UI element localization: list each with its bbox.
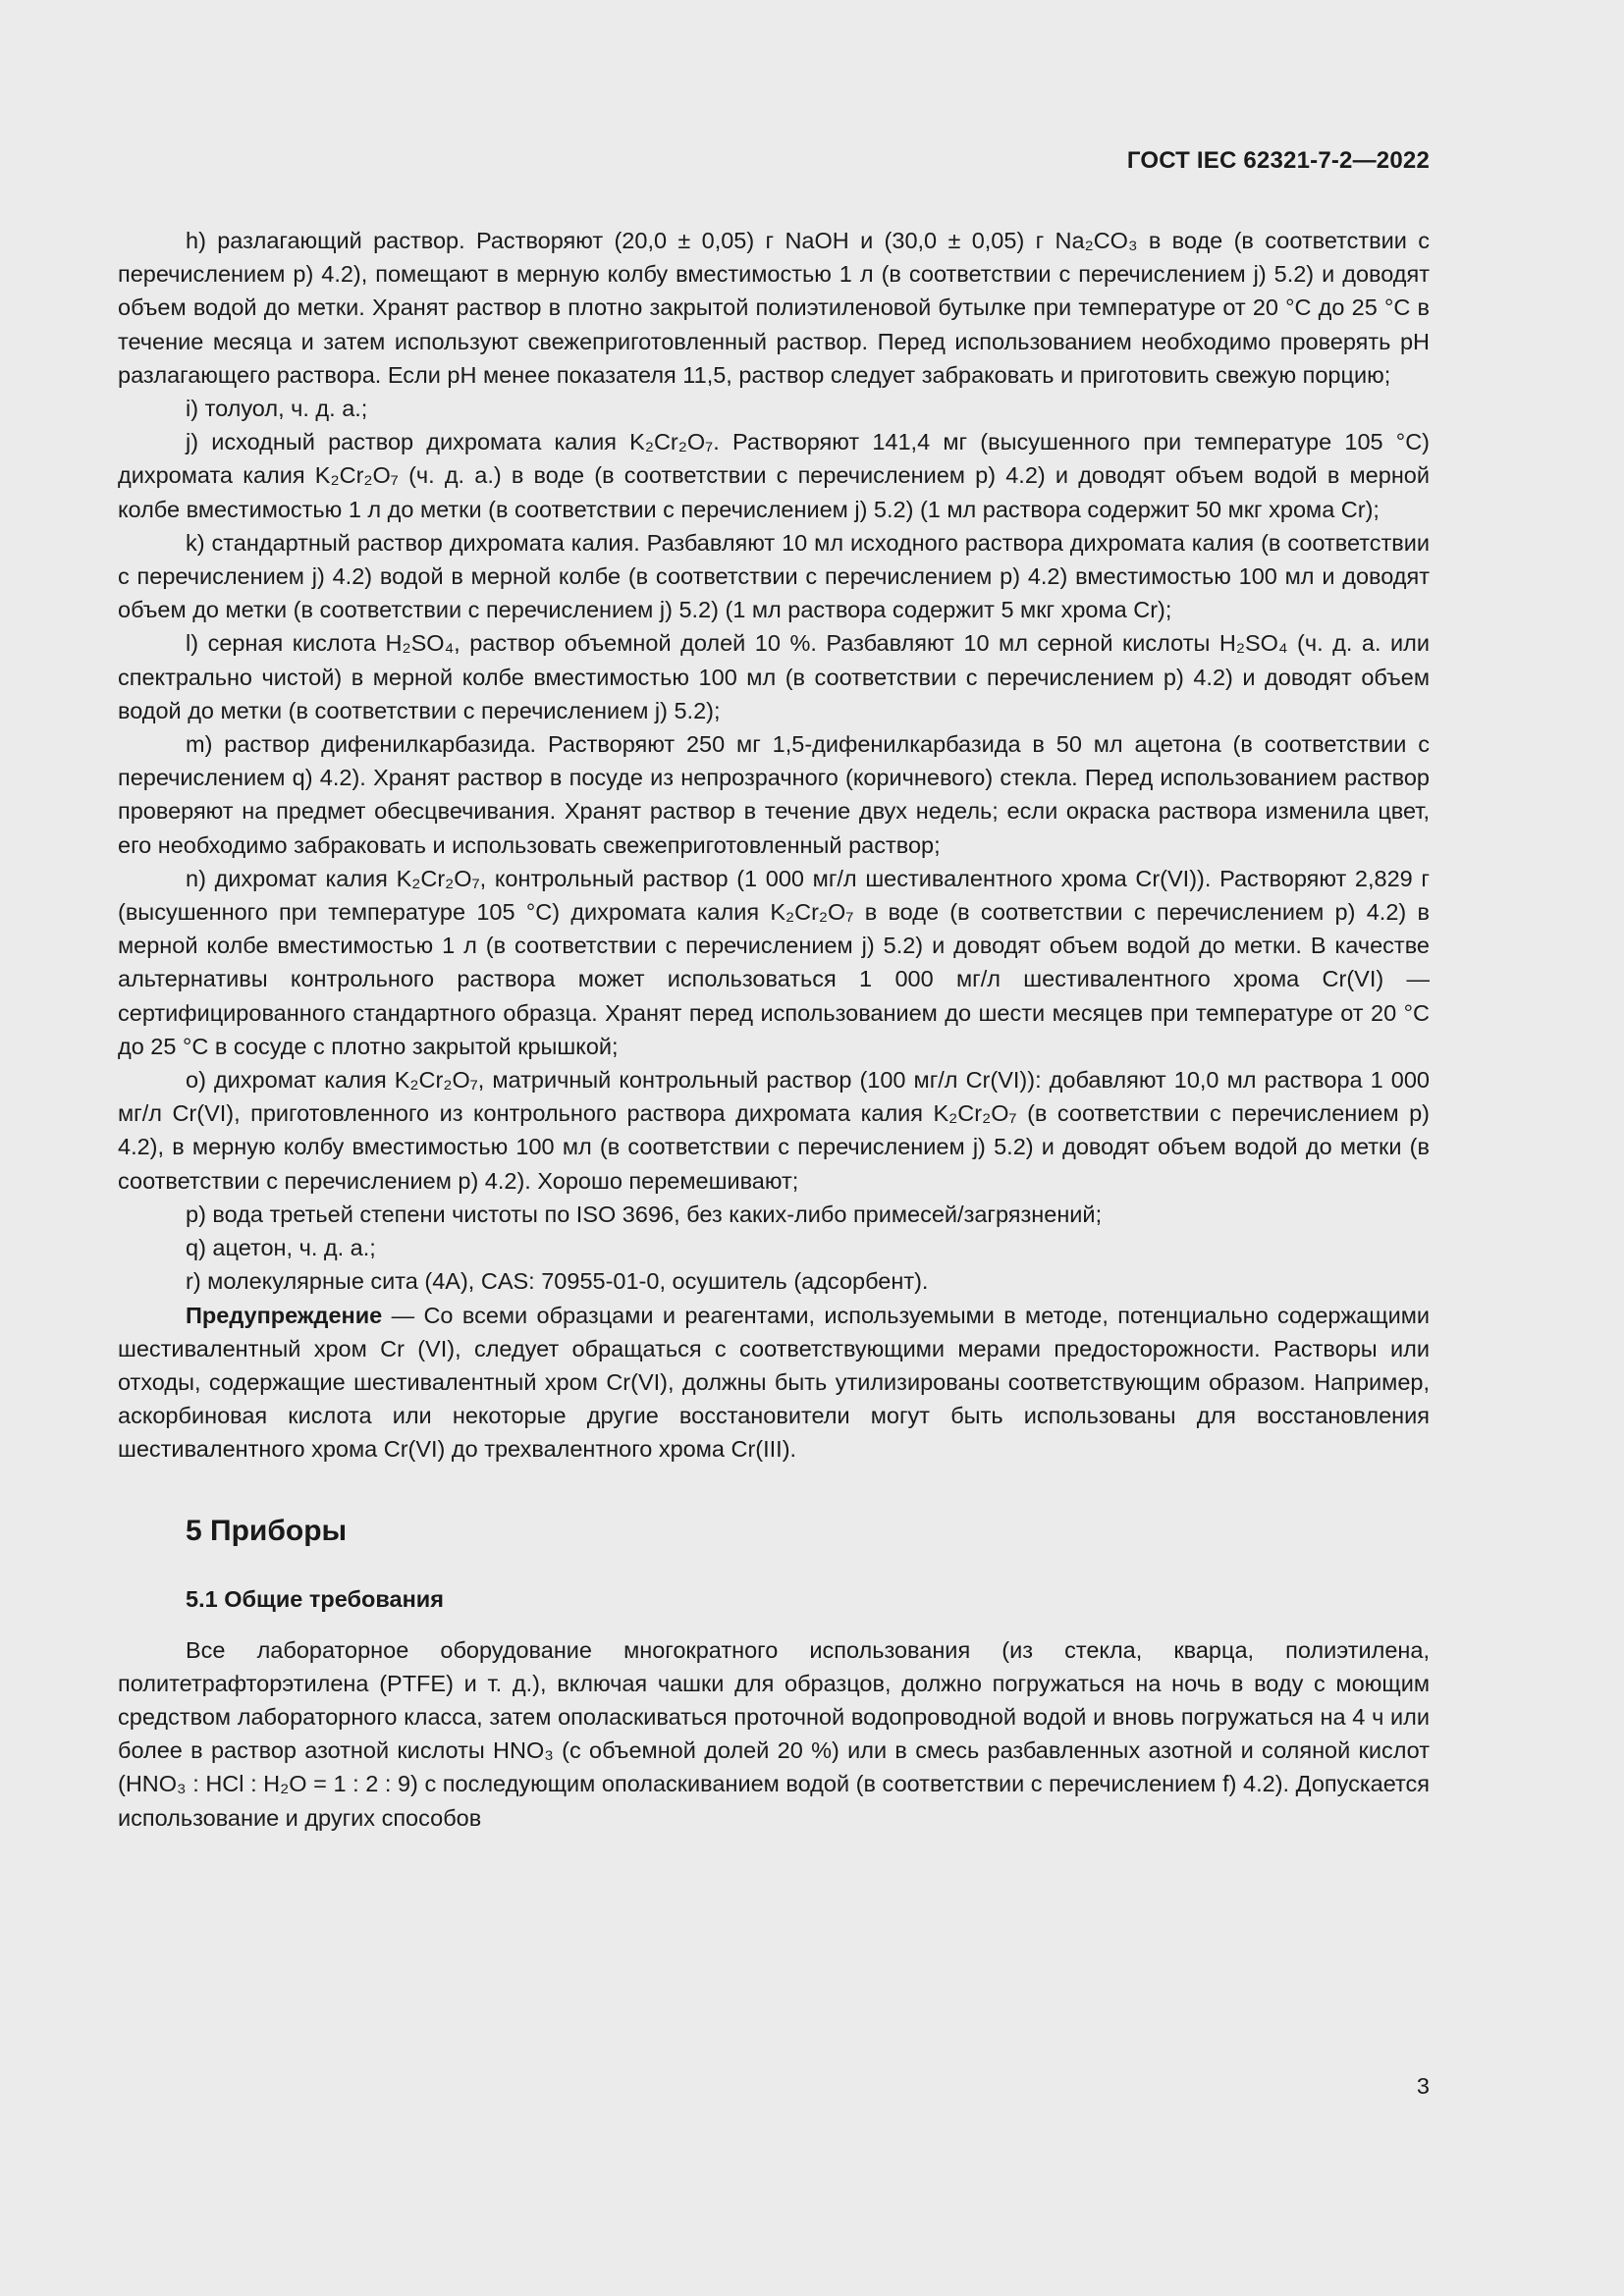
section-title: 5 Приборы (186, 1514, 348, 1547)
list-item-m: m) раствор дифенилкарбазида. Растворяют 250 мг 1,5-дифенилкарбазида в 50 мл ацетона (в соответствии с перечислением q) 4.2). Хранят раствор в посуде из непрозрачного (коричневого) стекла. Перед использованием раствор проверяют на предмет обесцвечивания. Хранят раствор в течение двух недель; если окраска раствора изменила цвет, его необходимо забраковать и использовать свежеприготовленный раствор; (118, 731, 1430, 858)
list-item-q: q) ацетон, ч. д. а.; (186, 1235, 376, 1261)
list-item-o: o) дихромат калия K₂Cr₂O₇, матричный контрольный раствор (100 мг/л Cr(VI)): добавляют 10,0 мл раствора 1 000 мг/л Cr(VI), приготовленного из контрольного раствора дихромата калия K₂Cr₂O₇ (в соответствии с перечислением p) 4.2), в мерную колбу вместимостью 100 мл (в соответствии с перечислением j) 5.2) и доводят объем водой до метки (в соответствии с перечислением p) 4.2). Хорошо перемешивают; (118, 1067, 1430, 1194)
document-code-header: ГОСТ IEC 62321-7-2—2022 (1126, 147, 1430, 174)
warning-text: — Со всеми образцами и реагентами, используемыми в методе, потенциально содержащими шестивалентный хром Cr (VI), следует обращаться с соответствующими мерами предосторожности. Растворы или отходы, содержащие шестивалентный хром Cr(VI), должны быть утилизированы соответствующим образом. Например, аскорбиновая кислота или некоторые другие восстановители могут быть использованы для восстановления шестивалентного хрома Cr(VI) до трехвалентного хрома Cr(III). (118, 1302, 1430, 1463)
list-item-i: i) толуол, ч. д. а.; (186, 396, 368, 422)
list-item-r: r) молекулярные сита (4A), CAS: 70955-01-0, осушитель (адсорбент). (186, 1268, 929, 1295)
list-item-k: k) стандартный раствор дихромата калия. Разбавляют 10 мл исходного раствора дихромата калия (в соответствии с перечислением j) 4.2) водой в мерной колбе (в соответствии с перечислением p) 4.2) вместимостью 100 мл и доводят объем до метки (в соответствии с перечислением j) 5.2) (1 мл раствора содержит 5 мкг хрома Cr); (118, 529, 1430, 623)
list-item-j: j) исходный раствор дихромата калия K₂Cr₂O₇. Растворяют 141,4 мг (высушенного при температуре 105 °С) дихромата калия K₂Cr₂O₇ (ч. д. а.) в воде (в соответствии с перечислением p) 4.2) и доводят объем водой в мерной колбе вместимостью 1 л до метки (в соответствии с перечислением j) 5.2) (1 мл раствора содержит 50 мкг хрома Cr); (118, 429, 1430, 522)
section-paragraph: Все лабораторное оборудование многократного использования (из стекла, кварца, полиэтилена, политетрафторэтилена (PTFE) и т. д.), включая чашки для образцов, должно погружаться на ночь в воду с моющим средством лабораторного класса, затем ополаскиваться проточной водопроводной водой и вновь погружаться на 4 ч или более в раствор азотной кислоты HNO₃ (с объемной долей 20 %) или в смесь разбавленных азотной и соляной кислот (HNO₃ : HCl : H₂O = 1 : 2 : 9) с последующим ополаскиванием водой (в соответствии с перечислением f) 4.2). Допускается использование и других способов (118, 1636, 1430, 1831)
subsection-title: 5.1 Общие требования (186, 1585, 444, 1612)
list-item-h: h) разлагающий раствор. Растворяют (20,0 ± 0,05) г NaOH и (30,0 ± 0,05) г Na₂CO₃ в воде (в соответствии с перечислением p) 4.2), помещают в мерную колбу вместимостью 1 л (в соответствии с перечислением j) 5.2) и доводят объем водой до метки. Хранят раствор в плотно закрытой полиэтиленовой бутылке при температуре от 20 °С до 25 °С в течение месяца и затем используют свежеприготовленный раствор. Перед использованием необходимо проверять pH разлагающего раствора. Если pH менее показателя 11,5, раствор следует забраковать и приготовить свежую порцию; (118, 228, 1430, 388)
list-item-p: p) вода третьей степени чистоты по ISO 3696, без каких-либо примесей/загрязнений; (186, 1201, 1103, 1227)
page-number: 3 (1416, 2073, 1430, 2099)
list-item-l: l) серная кислота H₂SO₄, раствор объемной долей 10 %. Разбавляют 10 мл серной кислоты H₂SO₄ (ч. д. а. или спектрально чистой) в мерной колбе вместимостью 100 мл (в соответствии с перечислением p) 4.2) и доводят объем водой до метки (в соответствии с перечислением j) 5.2); (118, 630, 1430, 723)
warning-paragraph (118, 1299, 1430, 1467)
list-item-n: n) дихромат калия K₂Cr₂O₇, контрольный раствор (1 000 мг/л шестивалентного хрома Cr(VI)). Растворяют 2,829 г (высушенного при температуре 105 °С) дихромата калия K₂Cr₂O₇ в воде (в соответствии с перечислением p) 4.2) в мерной колбе вместимостью 1 л (в соответствии с перечислением j) 5.2) и доводят объем водой до метки. В качестве альтернативы контрольного раствора может использоваться 1 000 мг/л шестивалентного хрома Cr(VI) — сертифицированного стандартного образца. Хранят перед использованием до шести месяцев при температуре от 20 °С до 25 °С в сосуде с плотно закрытой крышкой; (118, 865, 1430, 1059)
document-body (118, 224, 1430, 1835)
warning-label: Предупреждение (186, 1302, 383, 1328)
